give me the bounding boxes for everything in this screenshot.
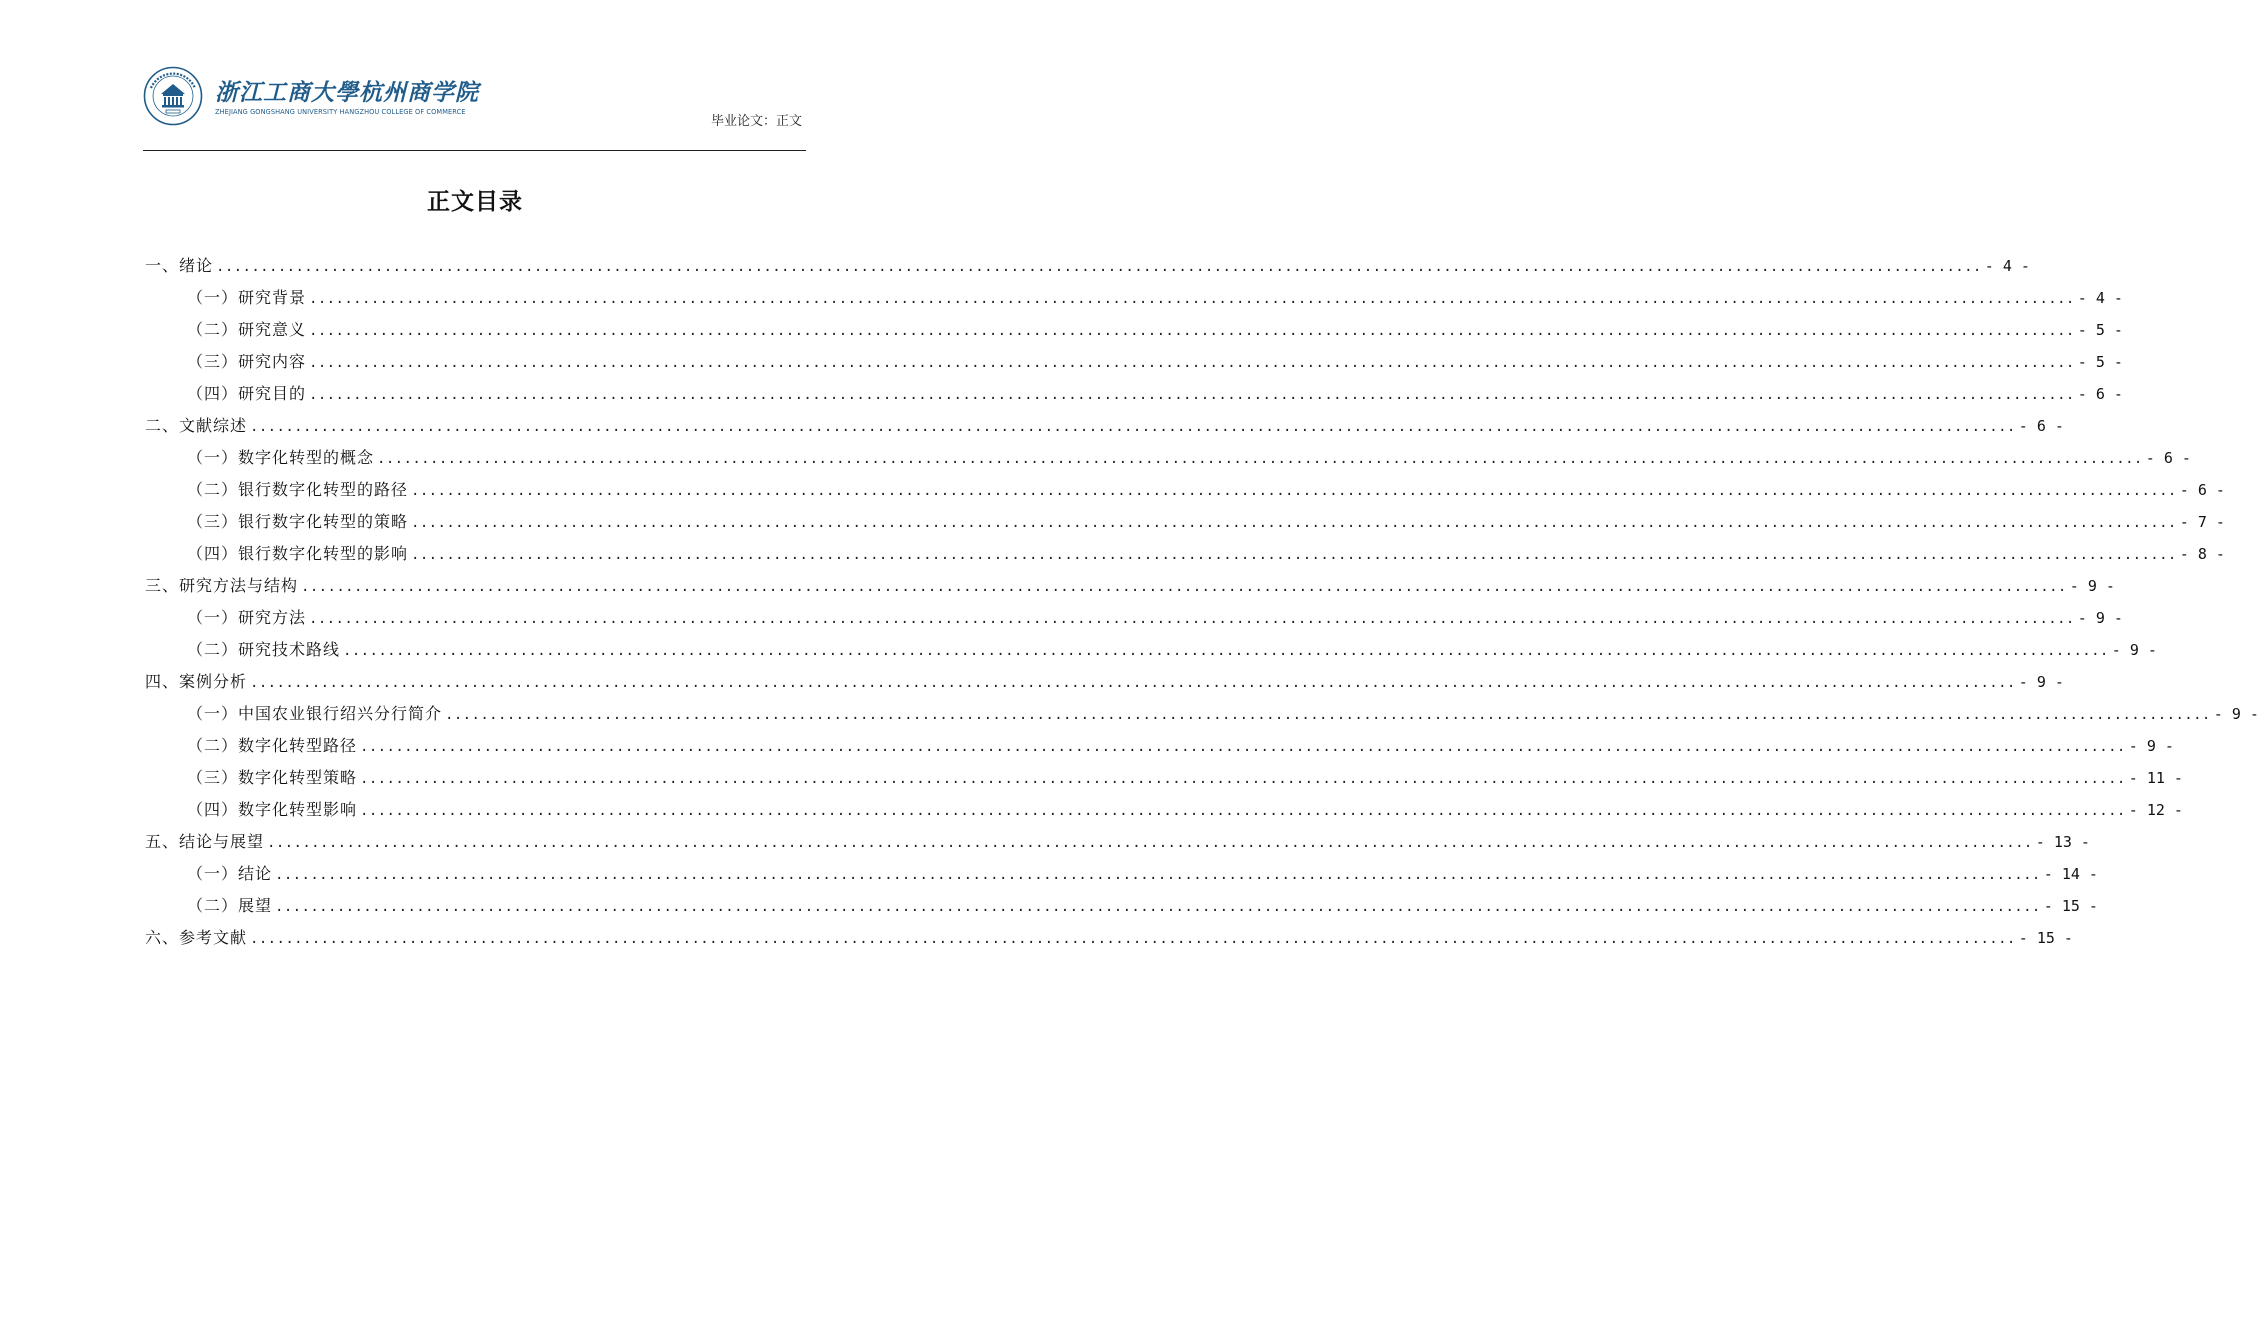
toc-dot-leader: ........................................................................................................................................................................................................ (309, 611, 2075, 627)
toc-entry-page-number: - 15 - (2018, 929, 2073, 947)
toc-entry-label: 二、文献综述 (145, 416, 248, 435)
toc-entry-label: 三、研究方法与结构 (145, 576, 299, 595)
toc-entry-page-number: - 6 - (2077, 385, 2123, 403)
toc-entry-label: （二）研究意义 (187, 320, 307, 339)
toc-dot-leader: ........................................................................................................................................................................................................ (250, 675, 2016, 691)
toc-entry[interactable] (145, 572, 2115, 604)
toc-entry-label: （四）研究目的 (187, 384, 307, 403)
toc-entry[interactable] (145, 380, 2123, 412)
toc-entry[interactable] (145, 892, 2098, 924)
header-section-label: 毕业论文：正文 (710, 114, 802, 129)
toc-entry-label: （一）数字化转型的概念 (187, 448, 375, 467)
toc-dot-leader: ........................................................................................................................................................................................................ (377, 451, 2143, 467)
toc-entry-label: （一）中国农业银行绍兴分行简介 (187, 704, 443, 723)
toc-dot-leader: ........................................................................................................................................................................................................ (275, 867, 2041, 883)
toc-entry-label: （四）数字化转型影响 (187, 800, 358, 819)
table-of-contents (145, 252, 2259, 956)
toc-entry[interactable] (145, 924, 2073, 956)
toc-entry[interactable] (145, 700, 2259, 732)
toc-entry-page-number: - 6 - (2145, 449, 2191, 467)
toc-entry-page-number: - 9 - (2018, 673, 2064, 691)
toc-entry-label: （三）数字化转型策略 (187, 768, 358, 787)
toc-entry-label: 四、案例分析 (145, 672, 248, 691)
toc-entry[interactable] (145, 348, 2123, 380)
toc-entry-page-number: - 7 - (2179, 513, 2225, 531)
toc-entry-page-number: - 9 - (2077, 609, 2123, 627)
toc-entry-page-number: - 14 - (2043, 865, 2098, 883)
toc-entry-page-number: - 9 - (2111, 641, 2157, 659)
toc-entry-page-number: - 6 - (2179, 481, 2225, 499)
toc-entry-page-number: - 4 - (1984, 257, 2030, 275)
toc-entry-label: （三）研究内容 (187, 352, 307, 371)
toc-dot-leader: ........................................................................................................................................................................................................ (360, 739, 2126, 755)
toc-entry-page-number: - 9 - (2128, 737, 2174, 755)
page-title: 正文目录 (427, 189, 523, 215)
toc-entry[interactable] (145, 252, 2030, 284)
toc-dot-leader: ........................................................................................................................................................................................................ (411, 483, 2177, 499)
toc-entry[interactable] (145, 540, 2225, 572)
toc-dot-leader: ........................................................................................................................................................................................................ (309, 323, 2075, 339)
toc-dot-leader: ........................................................................................................................................................................................................ (309, 291, 2075, 307)
toc-entry[interactable] (145, 668, 2064, 700)
toc-entry-page-number: - 12 - (2128, 801, 2183, 819)
toc-dot-leader: ........................................................................................................................................................................................................ (360, 803, 2126, 819)
toc-entry[interactable] (145, 860, 2098, 892)
toc-entry-page-number: - 11 - (2128, 769, 2183, 787)
logo-english-name: ZHEJIANG GONGSHANG UNIVERSITY HANGZHOU COLLEGE OF COMMERCE (215, 108, 466, 116)
toc-entry[interactable] (145, 444, 2191, 476)
toc-entry-label: （一）结论 (187, 864, 273, 883)
toc-entry-label: （二）展望 (187, 896, 273, 915)
toc-dot-leader: ........................................................................................................................................................................................................ (275, 899, 2041, 915)
toc-entry[interactable] (145, 732, 2174, 764)
toc-entry-page-number: - 9 - (2069, 577, 2115, 595)
toc-entry-page-number: - 13 - (2035, 833, 2090, 851)
toc-entry-label: （一）研究背景 (187, 288, 307, 307)
toc-dot-leader: ........................................................................................................................................................................................................ (250, 931, 2016, 947)
toc-dot-leader: ........................................................................................................................................................................................................ (309, 387, 2075, 403)
header-divider (143, 150, 806, 151)
toc-dot-leader: ........................................................................................................................................................................................................ (360, 771, 2126, 787)
toc-entry-page-number: - 9 - (2213, 705, 2259, 723)
toc-entry[interactable] (145, 604, 2123, 636)
toc-entry[interactable] (145, 284, 2123, 316)
toc-dot-leader: ........................................................................................................................................................................................................ (250, 419, 2016, 435)
toc-entry-label: （三）银行数字化转型的策略 (187, 512, 409, 531)
toc-dot-leader: ........................................................................................................................................................................................................ (309, 355, 2075, 371)
toc-entry-label: （一）研究方法 (187, 608, 307, 627)
toc-entry[interactable] (145, 508, 2225, 540)
toc-entry[interactable] (145, 636, 2157, 668)
university-logo-text (215, 80, 495, 116)
toc-entry[interactable] (145, 796, 2183, 828)
toc-entry[interactable] (145, 316, 2123, 348)
page-header (143, 66, 806, 130)
toc-entry-label: （二）银行数字化转型的路径 (187, 480, 409, 499)
toc-entry-label: （二）数字化转型路径 (187, 736, 358, 755)
toc-entry-label: 六、参考文献 (145, 928, 248, 947)
toc-entry[interactable] (145, 764, 2183, 796)
toc-entry-page-number: - 15 - (2043, 897, 2098, 915)
toc-dot-leader: ........................................................................................................................................................................................................ (301, 579, 2067, 595)
toc-entry-page-number: - 6 - (2018, 417, 2064, 435)
toc-entry[interactable] (145, 412, 2064, 444)
toc-entry-page-number: - 8 - (2179, 545, 2225, 563)
toc-entry[interactable] (145, 828, 2090, 860)
toc-entry-page-number: - 5 - (2077, 353, 2123, 371)
toc-entry-label: 五、结论与展望 (145, 832, 265, 851)
logo-chinese-name: 浙江工商大學杭州商学院 (215, 79, 479, 106)
toc-dot-leader: ........................................................................................................................................................................................................ (445, 707, 2211, 723)
toc-dot-leader: ........................................................................................................................................................................................................ (216, 259, 1982, 275)
toc-entry[interactable] (145, 476, 2225, 508)
toc-dot-leader: ........................................................................................................................................................................................................ (411, 547, 2177, 563)
toc-entry-label: （四）银行数字化转型的影响 (187, 544, 409, 563)
toc-dot-leader: ........................................................................................................................................................................................................ (411, 515, 2177, 531)
toc-entry-page-number: - 4 - (2077, 289, 2123, 307)
toc-dot-leader: ........................................................................................................................................................................................................ (343, 643, 2109, 659)
university-seal-logo (143, 66, 203, 126)
toc-entry-page-number: - 5 - (2077, 321, 2123, 339)
toc-entry-label: （二）研究技术路线 (187, 640, 341, 659)
toc-dot-leader: ........................................................................................................................................................................................................ (267, 835, 2033, 851)
toc-entry-label: 一、绪论 (145, 256, 214, 275)
